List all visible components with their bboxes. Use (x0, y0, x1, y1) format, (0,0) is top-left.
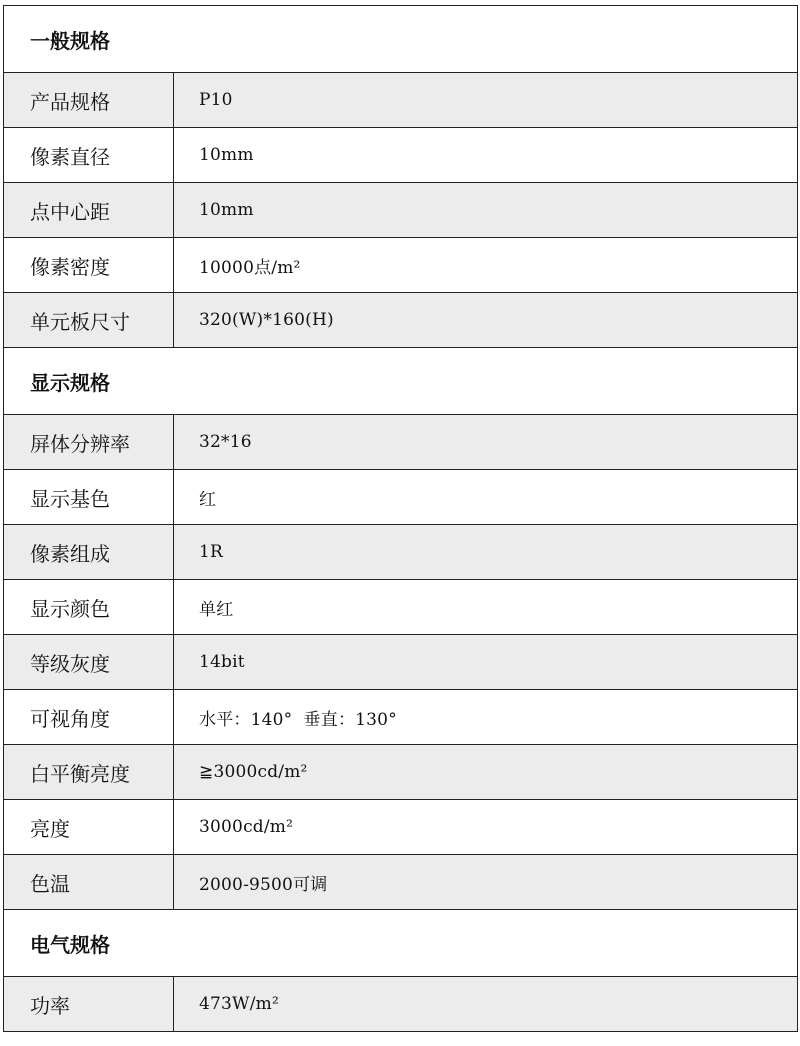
spec-label: 像素密度 (4, 238, 174, 293)
table-row (4, 800, 798, 855)
spec-value: 10mm (174, 183, 798, 238)
table-row (4, 977, 798, 1032)
spec-label: 等级灰度 (4, 635, 174, 690)
spec-table (3, 5, 798, 1032)
spec-label: 色温 (4, 855, 174, 910)
spec-value: P10 (174, 73, 798, 128)
spec-label: 像素组成 (4, 525, 174, 580)
spec-label: 产品规格 (4, 73, 174, 128)
spec-value: 水平：140° 垂直：130° (174, 690, 798, 745)
spec-label: 可视角度 (4, 690, 174, 745)
spec-value: 14bit (174, 635, 798, 690)
spec-label: 显示颜色 (4, 580, 174, 635)
table-row (4, 183, 798, 238)
spec-value: 320(W)*160(H) (174, 293, 798, 348)
spec-value: 10mm (174, 128, 798, 183)
section-title: 显示规格 (4, 348, 798, 415)
spec-label: 屏体分辨率 (4, 415, 174, 470)
table-row (4, 73, 798, 128)
table-row (4, 293, 798, 348)
spec-value: 3000cd/m² (174, 800, 798, 855)
spec-label: 点中心距 (4, 183, 174, 238)
spec-value: 473W/m² (174, 977, 798, 1032)
table-row (4, 580, 798, 635)
table-row (4, 470, 798, 525)
spec-value: 1R (174, 525, 798, 580)
spec-label: 显示基色 (4, 470, 174, 525)
table-row (4, 525, 798, 580)
table-row (4, 745, 798, 800)
spec-value: 红 (174, 470, 798, 525)
table-row (4, 415, 798, 470)
spec-value: 32*16 (174, 415, 798, 470)
table-row (4, 635, 798, 690)
table-row (4, 855, 798, 910)
section-header-general (4, 6, 798, 73)
table-row (4, 238, 798, 293)
spec-label: 单元板尺寸 (4, 293, 174, 348)
section-title: 一般规格 (4, 6, 798, 73)
spec-label: 亮度 (4, 800, 174, 855)
spec-value: 10000点/m² (174, 238, 798, 293)
spec-label: 功率 (4, 977, 174, 1032)
spec-label: 白平衡亮度 (4, 745, 174, 800)
table-row (4, 128, 798, 183)
section-header-electrical (4, 910, 798, 977)
section-title: 电气规格 (4, 910, 798, 977)
spec-value: 2000-9500可调 (174, 855, 798, 910)
section-header-display (4, 348, 798, 415)
spec-value: ≧3000cd/m² (174, 745, 798, 800)
spec-label: 像素直径 (4, 128, 174, 183)
spec-value: 单红 (174, 580, 798, 635)
table-row (4, 690, 798, 745)
